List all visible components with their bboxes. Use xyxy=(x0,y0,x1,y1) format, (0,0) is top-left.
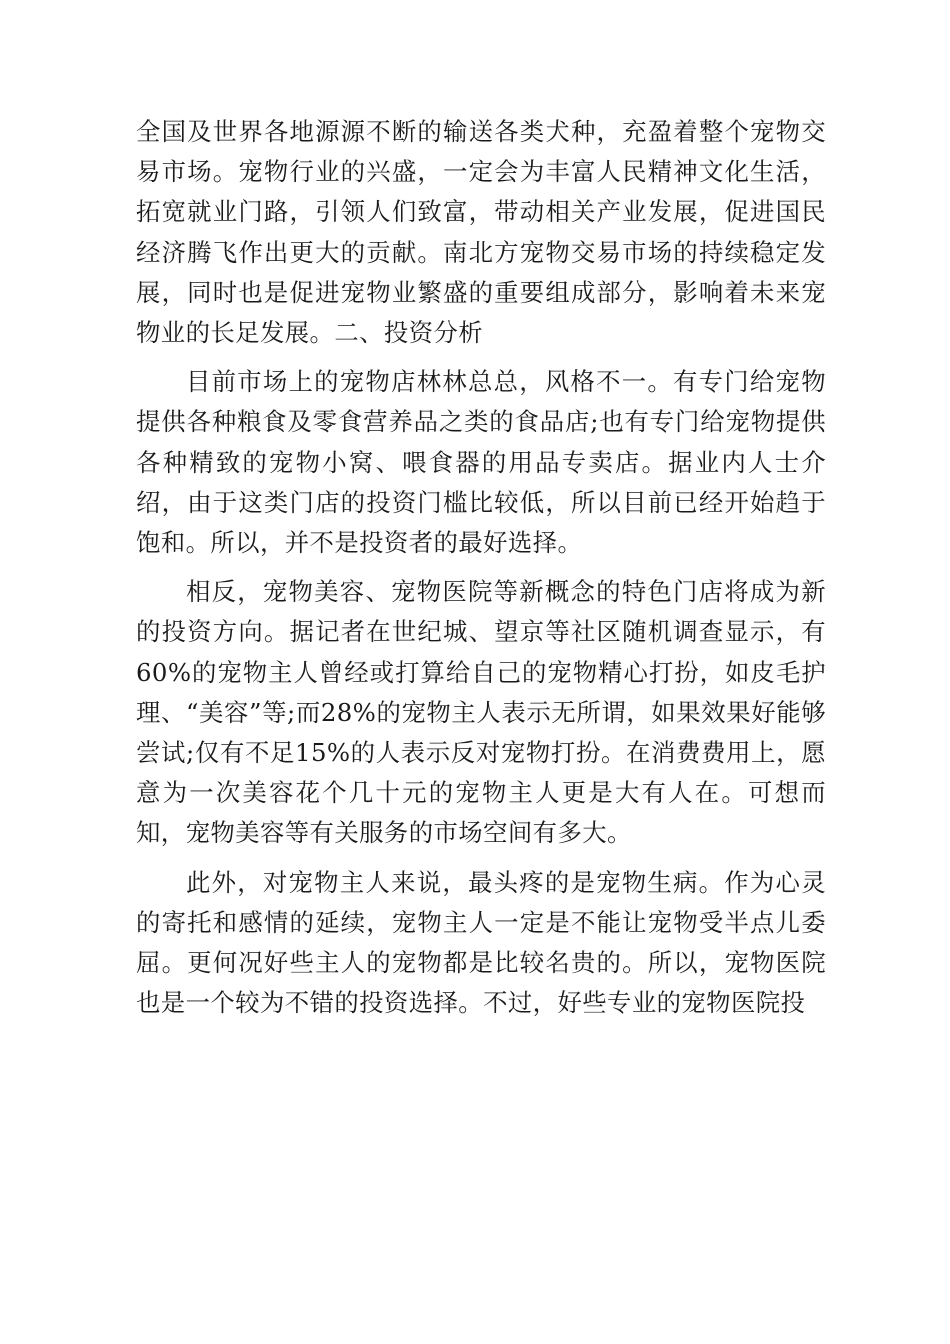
document-page xyxy=(136,112,826,1032)
paragraph-store-types: 目前市场上的宠物店林林总总，风格不一。有专门给宠物提供各种粮食及零食营养品之类的食品店;也有专门给宠物提供各种精致的宠物小窝、喂食器的用品专卖店。据业内人士介绍，由于这类门店的投资门槛比较低，所以目前已经开始趋于饱和。所以，并不是投资者的最好选择。 xyxy=(136,367,826,558)
paragraph-pet-hospital: 此外，对宠物主人来说，最头疼的是宠物生病。作为心灵的寄托和感情的延续，宠物主人一定是不能让宠物受半点儿委屈。更何况好些主人的宠物都是比较名贵的。所以，宠物医院也是一个较为不错的投资选择。不过，好些专业的宠物医院投 xyxy=(136,867,826,1018)
paragraph-grooming-survey: 相反，宠物美容、宠物医院等新概念的特色门店将成为新的投资方向。据记者在世纪城、望京等社区随机调查显示，有60%的宠物主人曾经或打算给自己的宠物精心打扮，如皮毛护理、“美容”等;而28%的宠物主人表示无所谓，如果效果好能够尝试;仅有不足15%的人表示反对宠物打扮。在消费费用上，愿意为一次美容花个几十元的宠物主人更是大有人在。可想而知，宠物美容等有关服务的市场空间有多大。 xyxy=(136,577,826,848)
paragraph-continued: 全国及世界各地源源不断的输送各类犬种，充盈着整个宠物交易市场。宠物行业的兴盛，一定会为丰富人民精神文化生活，拓宽就业门路，引领人们致富，带动相关产业发展，促进国民经济腾飞作出更大的贡献。南北方宠物交易市场的持续稳定发展，同时也是促进宠物业繁盛的重要组成部分，影响着未来宠物业的长足发展。二、投资分析 xyxy=(136,117,826,348)
